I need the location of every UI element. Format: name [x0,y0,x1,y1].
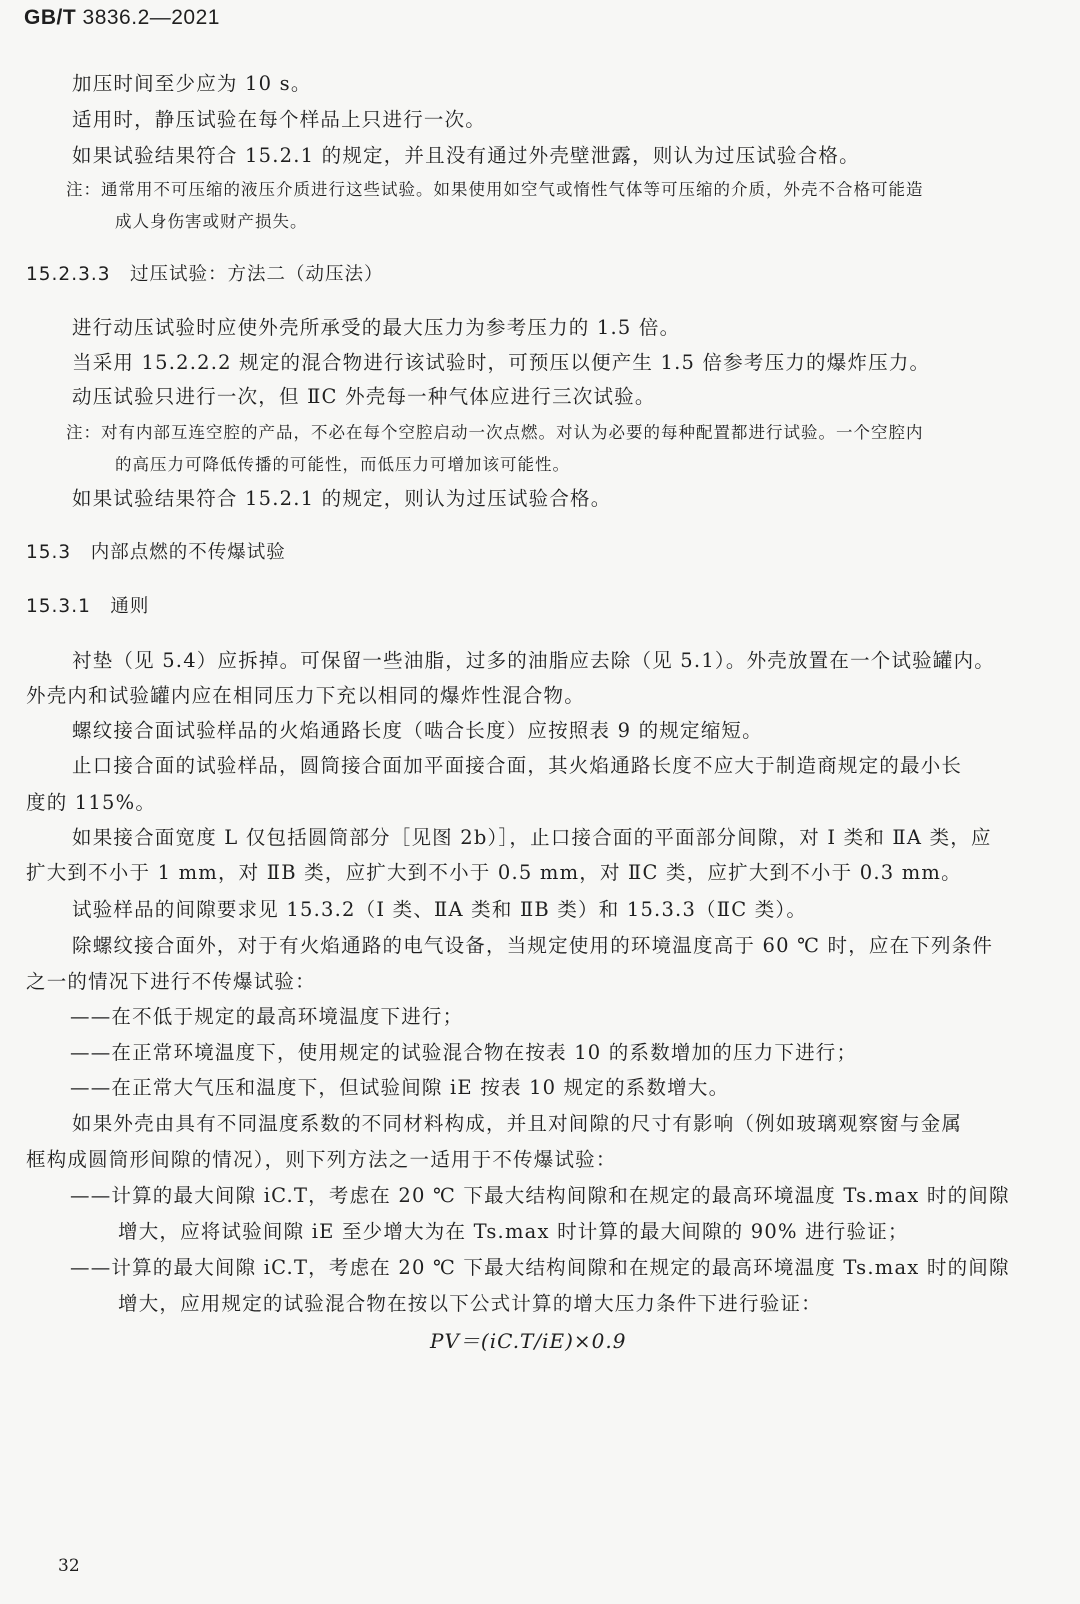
paragraph-line: 进行动压试验时应使外壳所承受的最大压力为参考压力的 1.5 倍。 [72,316,681,339]
note-line: 成人身伤害或财产损失。 [115,212,308,231]
standard-header [24,6,220,30]
paragraph-line: 如果外壳由具有不同温度系数的不同材料构成，并且对间隙的尺寸有影响（例如玻璃观察窗与金属 [72,1112,963,1135]
paragraph-line: 当采用 15.2.2.2 规定的混合物进行该试验时，可预压以便产生 1.5 倍参考压力的爆炸压力。 [72,351,931,374]
paragraph-line: 除螺纹接合面外，对于有火焰通路的电气设备，当规定使用的环境温度高于 60 ℃ 时，应在下列条件 [72,934,994,957]
list-item: ——在正常环境温度下，使用规定的试验混合物在按表 10 的系数增加的压力下进行； [70,1041,858,1064]
paragraph-line: 如果试验结果符合 15.2.1 的规定，则认为过压试验合格。 [72,487,612,510]
section-heading: 15.3 内部点燃的不传爆试验 [26,542,286,563]
paragraph-line: 试验样品的间隙要求见 15.3.2（Ⅰ 类、ⅡA 类和 ⅡB 类）和 15.3.3（ⅡC 类）。 [72,898,808,921]
paragraph-line: 之一的情况下进行不传爆试验： [26,970,316,993]
paragraph-line: 动压试验只进行一次，但 ⅡC 外壳每一种气体应进行三次试验。 [72,385,656,408]
paragraph-line: 螺纹接合面试验样品的火焰通路长度（啮合长度）应按照表 9 的规定缩短。 [72,719,763,742]
list-item: ——在正常大气压和温度下，但试验间隙 iE 按表 10 规定的系数增大。 [70,1076,730,1099]
paragraph-line: 适用时，静压试验在每个样品上只进行一次。 [72,108,487,131]
paragraph-line: 扩大到不小于 1 mm，对 ⅡB 类，应扩大到不小于 0.5 mm，对 ⅡC 类，应扩大到不小于 0.3 mm。 [26,861,962,884]
paragraph-line: 衬垫（见 5.4）应拆掉。可保留一些油脂，过多的油脂应去除（见 5.1）。外壳放置在一个试验罐内。 [72,649,995,672]
list-item: ——计算的最大间隙 iC.T，考虑在 20 ℃ 下最大结构间隙和在规定的最高环境温度 Ts.max 时的间隙 [70,1184,1010,1207]
note-line: 的高压力可降低传播的可能性，而低压力可增加该可能性。 [115,455,570,474]
note-line: 注：通常用不可压缩的液压介质进行这些试验。如果使用如空气或惰性气体等可压缩的介质，外壳不合格可能造 [66,180,924,199]
section-heading: 15.3.1 通则 [26,596,150,617]
formula: PV＝(iC.T/iE)×0.9 [430,1329,627,1353]
paragraph-line: 加压时间至少应为 10 s。 [72,72,312,95]
paragraph-line: 框构成圆筒形间隙的情况），则下列方法之一适用于不传爆试验： [26,1148,617,1171]
paragraph-line: 度的 115%。 [26,791,157,814]
paragraph-line: 如果接合面宽度 L 仅包括圆筒部分［见图 2b）］，止口接合面的平面部分间隙，对 Ⅰ 类和 ⅡA 类，应 [72,826,992,849]
standard-prefix: GB/T [24,6,77,29]
list-item-continuation: 增大，应将试验间隙 iE 至少增大为在 Ts.max 时计算的最大间隙的 90% 进行验证； [118,1220,909,1243]
list-item-continuation: 增大，应用规定的试验混合物在按以下公式计算的增大压力条件下进行验证： [118,1292,822,1315]
section-heading: 15.2.3.3 过压试验：方法二（动压法） [26,264,384,285]
list-item: ——计算的最大间隙 iC.T，考虑在 20 ℃ 下最大结构间隙和在规定的最高环境温度 Ts.max 时的间隙 [70,1256,1010,1279]
paragraph-line: 止口接合面的试验样品，圆筒接合面加平面接合面，其火焰通路长度不应大于制造商规定的最小长 [72,754,963,777]
note-line: 注：对有内部互连空腔的产品，不必在每个空腔启动一次点燃。对认为必要的每种配置都进行试验。一个空腔内 [66,423,924,442]
list-item: ——在不低于规定的最高环境温度下进行； [70,1005,464,1028]
standard-number: 3836.2—2021 [82,6,220,29]
page-number: 32 [58,1556,80,1576]
paragraph-line: 外壳内和试验罐内应在相同压力下充以相同的爆炸性混合物。 [26,684,585,707]
paragraph-line: 如果试验结果符合 15.2.1 的规定，并且没有通过外壳壁泄露，则认为过压试验合格。 [72,144,860,167]
